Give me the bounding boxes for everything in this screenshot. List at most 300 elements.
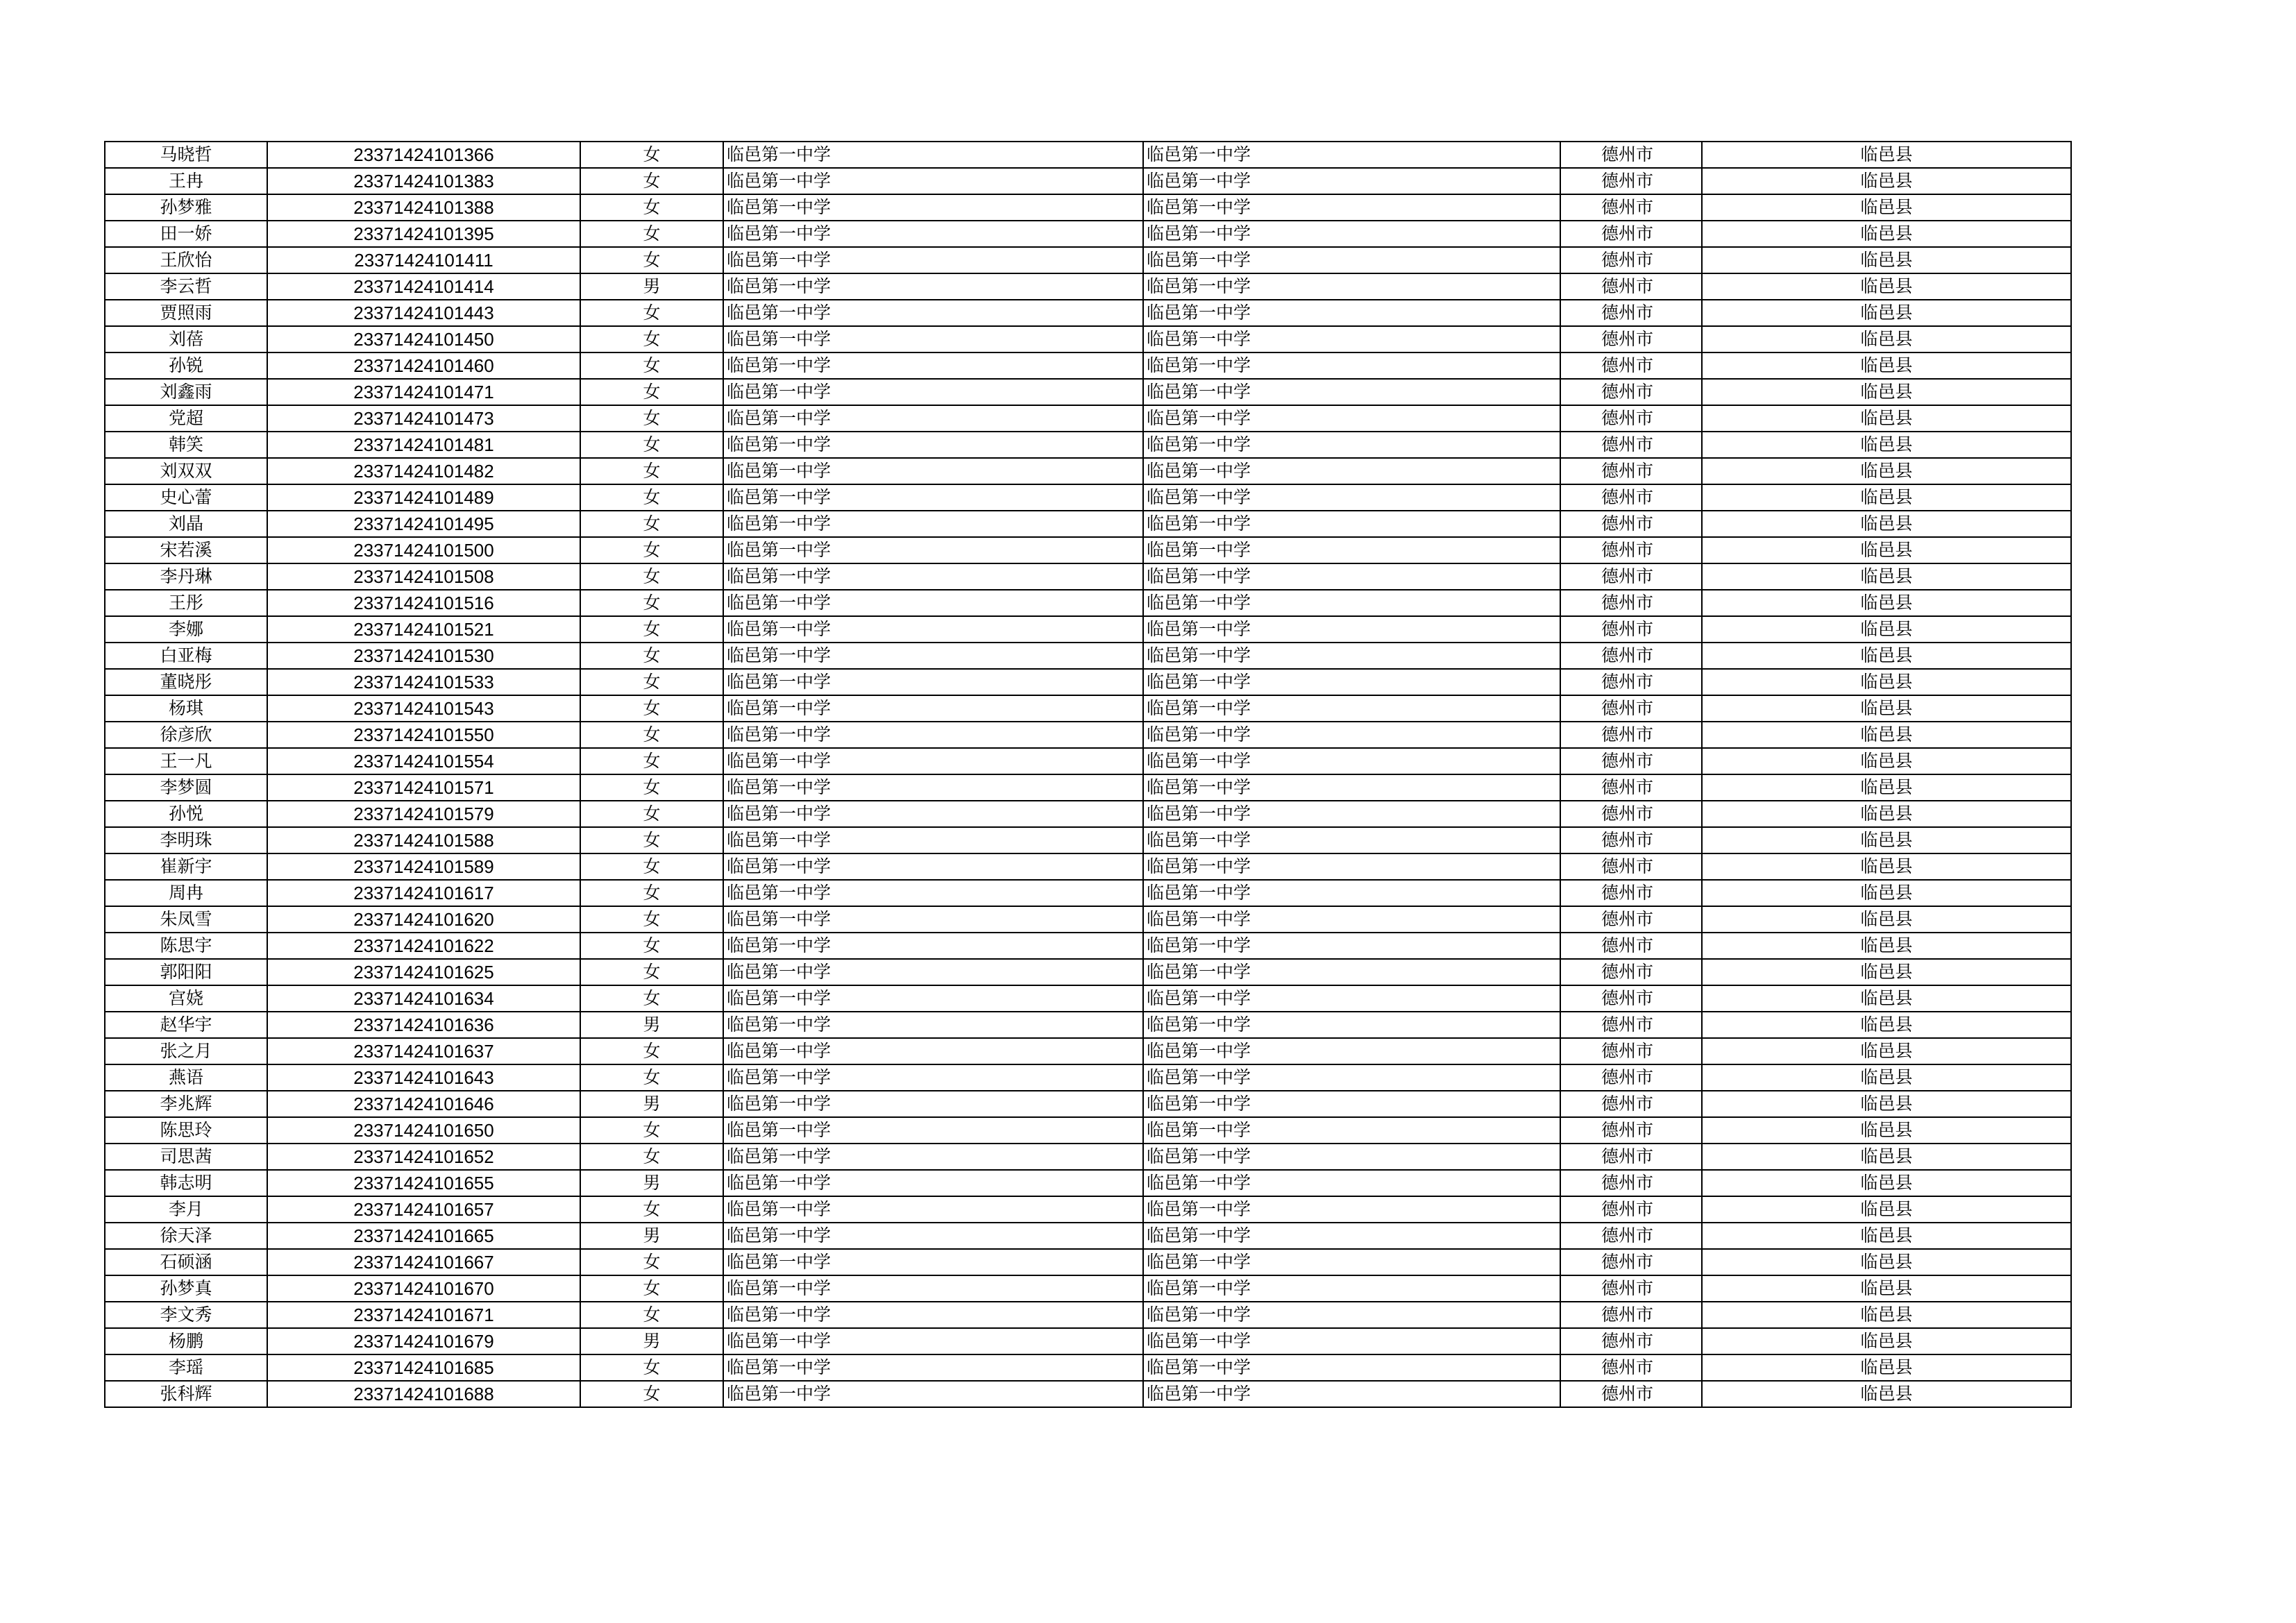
school-cell: 临邑第一中学 [723, 142, 1143, 168]
table-row [105, 142, 2071, 168]
city-cell: 德州市 [1560, 1038, 1702, 1064]
gender-cell: 男 [580, 1170, 723, 1196]
exam-id-cell: 23371424101579 [267, 801, 580, 827]
county-cell: 临邑县 [1702, 1064, 2071, 1091]
school-cell: 临邑第一中学 [723, 300, 1143, 326]
county-cell: 临邑县 [1702, 1144, 2071, 1170]
table-row [105, 326, 2071, 352]
city-cell: 德州市 [1560, 1275, 1702, 1302]
exam-id-cell: 23371424101530 [267, 643, 580, 669]
school-cell: 临邑第一中学 [723, 1328, 1143, 1354]
table-row [105, 906, 2071, 933]
gender-cell: 女 [580, 933, 723, 959]
exam-site-cell: 临邑第一中学 [1143, 168, 1560, 194]
city-cell: 德州市 [1560, 1091, 1702, 1117]
city-cell: 德州市 [1560, 273, 1702, 300]
exam-site-cell: 临邑第一中学 [1143, 432, 1560, 458]
exam-site-cell: 临邑第一中学 [1143, 722, 1560, 748]
gender-cell: 女 [580, 1275, 723, 1302]
name-cell: 刘双双 [105, 458, 267, 484]
county-cell: 临邑县 [1702, 326, 2071, 352]
table-row [105, 405, 2071, 432]
school-cell: 临邑第一中学 [723, 616, 1143, 643]
name-cell: 孙梦雅 [105, 194, 267, 221]
gender-cell: 男 [580, 1091, 723, 1117]
table-row [105, 168, 2071, 194]
exam-site-cell: 临邑第一中学 [1143, 801, 1560, 827]
table-row [105, 853, 2071, 880]
exam-site-cell: 临邑第一中学 [1143, 563, 1560, 590]
gender-cell: 女 [580, 168, 723, 194]
name-cell: 孙悦 [105, 801, 267, 827]
county-cell: 临邑县 [1702, 1249, 2071, 1275]
gender-cell: 女 [580, 880, 723, 906]
county-cell: 临邑县 [1702, 537, 2071, 563]
name-cell: 张之月 [105, 1038, 267, 1064]
table-row [105, 801, 2071, 827]
table-row [105, 1354, 2071, 1381]
school-cell: 临邑第一中学 [723, 801, 1143, 827]
gender-cell: 女 [580, 352, 723, 379]
exam-site-cell: 临邑第一中学 [1143, 352, 1560, 379]
table-row [105, 748, 2071, 774]
name-cell: 朱凤雪 [105, 906, 267, 933]
city-cell: 德州市 [1560, 1170, 1702, 1196]
gender-cell: 女 [580, 300, 723, 326]
gender-cell: 女 [580, 959, 723, 985]
county-cell: 临邑县 [1702, 484, 2071, 511]
exam-site-cell: 临邑第一中学 [1143, 1328, 1560, 1354]
exam-site-cell: 临邑第一中学 [1143, 748, 1560, 774]
table-row [105, 563, 2071, 590]
gender-cell: 女 [580, 1249, 723, 1275]
gender-cell: 女 [580, 247, 723, 273]
exam-id-cell: 23371424101543 [267, 695, 580, 722]
name-cell: 王欣怡 [105, 247, 267, 273]
exam-site-cell: 临邑第一中学 [1143, 1117, 1560, 1144]
exam-id-cell: 23371424101688 [267, 1381, 580, 1407]
exam-id-cell: 23371424101625 [267, 959, 580, 985]
gender-cell: 女 [580, 827, 723, 853]
gender-cell: 女 [580, 590, 723, 616]
exam-site-cell: 临邑第一中学 [1143, 1144, 1560, 1170]
exam-site-cell: 临邑第一中学 [1143, 1038, 1560, 1064]
school-cell: 临邑第一中学 [723, 1223, 1143, 1249]
table-row [105, 1064, 2071, 1091]
city-cell: 德州市 [1560, 1117, 1702, 1144]
name-cell: 宋若溪 [105, 537, 267, 563]
table-row [105, 959, 2071, 985]
name-cell: 石硕涵 [105, 1249, 267, 1275]
name-cell: 韩笑 [105, 432, 267, 458]
school-cell: 临邑第一中学 [723, 774, 1143, 801]
table-row [105, 616, 2071, 643]
school-cell: 临邑第一中学 [723, 1354, 1143, 1381]
exam-id-cell: 23371424101636 [267, 1012, 580, 1038]
school-cell: 临邑第一中学 [723, 379, 1143, 405]
gender-cell: 女 [580, 142, 723, 168]
school-cell: 临邑第一中学 [723, 511, 1143, 537]
school-cell: 临邑第一中学 [723, 748, 1143, 774]
name-cell: 徐彦欣 [105, 722, 267, 748]
table-row [105, 379, 2071, 405]
name-cell: 刘鑫雨 [105, 379, 267, 405]
county-cell: 临邑县 [1702, 1302, 2071, 1328]
city-cell: 德州市 [1560, 880, 1702, 906]
gender-cell: 女 [580, 458, 723, 484]
exam-site-cell: 临邑第一中学 [1143, 933, 1560, 959]
gender-cell: 男 [580, 1223, 723, 1249]
county-cell: 临邑县 [1702, 827, 2071, 853]
exam-site-cell: 临邑第一中学 [1143, 1381, 1560, 1407]
city-cell: 德州市 [1560, 853, 1702, 880]
city-cell: 德州市 [1560, 1328, 1702, 1354]
exam-id-cell: 23371424101481 [267, 432, 580, 458]
name-cell: 马晓哲 [105, 142, 267, 168]
school-cell: 临邑第一中学 [723, 1144, 1143, 1170]
name-cell: 赵华宇 [105, 1012, 267, 1038]
name-cell: 王冉 [105, 168, 267, 194]
county-cell: 临邑县 [1702, 511, 2071, 537]
city-cell: 德州市 [1560, 405, 1702, 432]
county-cell: 临邑县 [1702, 801, 2071, 827]
city-cell: 德州市 [1560, 484, 1702, 511]
gender-cell: 女 [580, 669, 723, 695]
table-row [105, 827, 2071, 853]
city-cell: 德州市 [1560, 142, 1702, 168]
exam-site-cell: 临邑第一中学 [1143, 985, 1560, 1012]
city-cell: 德州市 [1560, 168, 1702, 194]
exam-site-cell: 临邑第一中学 [1143, 590, 1560, 616]
table-row [105, 273, 2071, 300]
city-cell: 德州市 [1560, 1381, 1702, 1407]
exam-id-cell: 23371424101366 [267, 142, 580, 168]
school-cell: 临邑第一中学 [723, 643, 1143, 669]
city-cell: 德州市 [1560, 379, 1702, 405]
table-row [105, 458, 2071, 484]
county-cell: 临邑县 [1702, 1275, 2071, 1302]
exam-site-cell: 临邑第一中学 [1143, 774, 1560, 801]
gender-cell: 女 [580, 563, 723, 590]
name-cell: 刘晶 [105, 511, 267, 537]
county-cell: 临邑县 [1702, 273, 2071, 300]
table-row [105, 352, 2071, 379]
exam-id-cell: 23371424101482 [267, 458, 580, 484]
exam-id-cell: 23371424101622 [267, 933, 580, 959]
table-body [105, 142, 2071, 1407]
exam-id-cell: 23371424101643 [267, 1064, 580, 1091]
exam-site-cell: 临邑第一中学 [1143, 1302, 1560, 1328]
exam-site-cell: 临邑第一中学 [1143, 247, 1560, 273]
name-cell: 李娜 [105, 616, 267, 643]
exam-site-cell: 临邑第一中学 [1143, 669, 1560, 695]
gender-cell: 女 [580, 221, 723, 247]
county-cell: 临邑县 [1702, 906, 2071, 933]
exam-id-cell: 23371424101554 [267, 748, 580, 774]
gender-cell: 女 [580, 1302, 723, 1328]
city-cell: 德州市 [1560, 801, 1702, 827]
gender-cell: 女 [580, 774, 723, 801]
exam-site-cell: 临邑第一中学 [1143, 853, 1560, 880]
exam-id-cell: 23371424101383 [267, 168, 580, 194]
name-cell: 李文秀 [105, 1302, 267, 1328]
exam-site-cell: 临邑第一中学 [1143, 880, 1560, 906]
table-row [105, 537, 2071, 563]
county-cell: 临邑县 [1702, 1117, 2071, 1144]
county-cell: 临邑县 [1702, 722, 2071, 748]
exam-id-cell: 23371424101495 [267, 511, 580, 537]
exam-site-cell: 临邑第一中学 [1143, 1196, 1560, 1223]
county-cell: 临邑县 [1702, 985, 2071, 1012]
table-row [105, 643, 2071, 669]
county-cell: 临邑县 [1702, 853, 2071, 880]
county-cell: 临邑县 [1702, 1223, 2071, 1249]
county-cell: 临邑县 [1702, 695, 2071, 722]
table-row [105, 1144, 2071, 1170]
county-cell: 临邑县 [1702, 1328, 2071, 1354]
gender-cell: 女 [580, 748, 723, 774]
city-cell: 德州市 [1560, 563, 1702, 590]
name-cell: 白亚梅 [105, 643, 267, 669]
name-cell: 党超 [105, 405, 267, 432]
exam-id-cell: 23371424101589 [267, 853, 580, 880]
school-cell: 临邑第一中学 [723, 906, 1143, 933]
exam-id-cell: 23371424101411 [267, 247, 580, 273]
exam-site-cell: 临邑第一中学 [1143, 326, 1560, 352]
gender-cell: 女 [580, 379, 723, 405]
name-cell: 司思茜 [105, 1144, 267, 1170]
county-cell: 临邑县 [1702, 405, 2071, 432]
name-cell: 陈思玲 [105, 1117, 267, 1144]
city-cell: 德州市 [1560, 1012, 1702, 1038]
exam-id-cell: 23371424101670 [267, 1275, 580, 1302]
school-cell: 临邑第一中学 [723, 590, 1143, 616]
exam-id-cell: 23371424101665 [267, 1223, 580, 1249]
school-cell: 临邑第一中学 [723, 221, 1143, 247]
county-cell: 临邑县 [1702, 643, 2071, 669]
name-cell: 崔新宇 [105, 853, 267, 880]
county-cell: 临邑县 [1702, 142, 2071, 168]
gender-cell: 女 [580, 722, 723, 748]
county-cell: 临邑县 [1702, 959, 2071, 985]
county-cell: 临邑县 [1702, 1381, 2071, 1407]
exam-site-cell: 临邑第一中学 [1143, 405, 1560, 432]
city-cell: 德州市 [1560, 643, 1702, 669]
city-cell: 德州市 [1560, 1196, 1702, 1223]
school-cell: 临邑第一中学 [723, 669, 1143, 695]
exam-site-cell: 临邑第一中学 [1143, 906, 1560, 933]
exam-site-cell: 临邑第一中学 [1143, 1064, 1560, 1091]
county-cell: 临邑县 [1702, 563, 2071, 590]
exam-site-cell: 临邑第一中学 [1143, 1170, 1560, 1196]
exam-id-cell: 23371424101550 [267, 722, 580, 748]
county-cell: 临邑县 [1702, 221, 2071, 247]
gender-cell: 女 [580, 432, 723, 458]
city-cell: 德州市 [1560, 1144, 1702, 1170]
table-row [105, 880, 2071, 906]
table-row [105, 1381, 2071, 1407]
county-cell: 临邑县 [1702, 774, 2071, 801]
school-cell: 临邑第一中学 [723, 1196, 1143, 1223]
exam-id-cell: 23371424101652 [267, 1144, 580, 1170]
exam-id-cell: 23371424101646 [267, 1091, 580, 1117]
school-cell: 临邑第一中学 [723, 168, 1143, 194]
name-cell: 刘蓓 [105, 326, 267, 352]
gender-cell: 男 [580, 1012, 723, 1038]
county-cell: 临邑县 [1702, 616, 2071, 643]
exam-id-cell: 23371424101637 [267, 1038, 580, 1064]
name-cell: 田一娇 [105, 221, 267, 247]
county-cell: 临邑县 [1702, 194, 2071, 221]
exam-site-cell: 临邑第一中学 [1143, 221, 1560, 247]
city-cell: 德州市 [1560, 1223, 1702, 1249]
county-cell: 临邑县 [1702, 880, 2071, 906]
exam-id-cell: 23371424101588 [267, 827, 580, 853]
exam-site-cell: 临邑第一中学 [1143, 1275, 1560, 1302]
school-cell: 临邑第一中学 [723, 1249, 1143, 1275]
gender-cell: 女 [580, 537, 723, 563]
exam-id-cell: 23371424101655 [267, 1170, 580, 1196]
table-row [105, 1249, 2071, 1275]
county-cell: 临邑县 [1702, 1091, 2071, 1117]
county-cell: 临邑县 [1702, 168, 2071, 194]
exam-site-cell: 临邑第一中学 [1143, 1249, 1560, 1275]
school-cell: 临邑第一中学 [723, 194, 1143, 221]
gender-cell: 女 [580, 1038, 723, 1064]
exam-id-cell: 23371424101443 [267, 300, 580, 326]
name-cell: 李丹琳 [105, 563, 267, 590]
city-cell: 德州市 [1560, 616, 1702, 643]
city-cell: 德州市 [1560, 326, 1702, 352]
city-cell: 德州市 [1560, 537, 1702, 563]
exam-id-cell: 23371424101516 [267, 590, 580, 616]
exam-site-cell: 临邑第一中学 [1143, 1223, 1560, 1249]
table-row [105, 1117, 2071, 1144]
exam-site-cell: 临邑第一中学 [1143, 300, 1560, 326]
table-row [105, 669, 2071, 695]
city-cell: 德州市 [1560, 1064, 1702, 1091]
name-cell: 周冉 [105, 880, 267, 906]
name-cell: 王彤 [105, 590, 267, 616]
gender-cell: 女 [580, 906, 723, 933]
name-cell: 李明珠 [105, 827, 267, 853]
table-row [105, 1328, 2071, 1354]
gender-cell: 女 [580, 484, 723, 511]
exam-site-cell: 临邑第一中学 [1143, 827, 1560, 853]
gender-cell: 女 [580, 1196, 723, 1223]
name-cell: 贾照雨 [105, 300, 267, 326]
table-row [105, 247, 2071, 273]
exam-id-cell: 23371424101471 [267, 379, 580, 405]
city-cell: 德州市 [1560, 458, 1702, 484]
exam-id-cell: 23371424101500 [267, 537, 580, 563]
city-cell: 德州市 [1560, 959, 1702, 985]
county-cell: 临邑县 [1702, 352, 2071, 379]
county-cell: 临邑县 [1702, 1012, 2071, 1038]
city-cell: 德州市 [1560, 748, 1702, 774]
table-row [105, 695, 2071, 722]
school-cell: 临邑第一中学 [723, 1381, 1143, 1407]
school-cell: 临邑第一中学 [723, 1091, 1143, 1117]
school-cell: 临邑第一中学 [723, 959, 1143, 985]
exam-id-cell: 23371424101671 [267, 1302, 580, 1328]
school-cell: 临邑第一中学 [723, 273, 1143, 300]
exam-id-cell: 23371424101685 [267, 1354, 580, 1381]
table-row [105, 1170, 2071, 1196]
school-cell: 临邑第一中学 [723, 722, 1143, 748]
gender-cell: 女 [580, 1354, 723, 1381]
school-cell: 临邑第一中学 [723, 1117, 1143, 1144]
school-cell: 临邑第一中学 [723, 432, 1143, 458]
exam-site-cell: 临邑第一中学 [1143, 1012, 1560, 1038]
name-cell: 李瑶 [105, 1354, 267, 1381]
school-cell: 临邑第一中学 [723, 985, 1143, 1012]
school-cell: 临邑第一中学 [723, 880, 1143, 906]
gender-cell: 男 [580, 273, 723, 300]
exam-site-cell: 临邑第一中学 [1143, 1091, 1560, 1117]
school-cell: 临邑第一中学 [723, 1012, 1143, 1038]
exam-id-cell: 23371424101533 [267, 669, 580, 695]
exam-site-cell: 临邑第一中学 [1143, 484, 1560, 511]
name-cell: 郭阳阳 [105, 959, 267, 985]
city-cell: 德州市 [1560, 1354, 1702, 1381]
city-cell: 德州市 [1560, 590, 1702, 616]
exam-id-cell: 23371424101450 [267, 326, 580, 352]
city-cell: 德州市 [1560, 1302, 1702, 1328]
exam-site-cell: 临邑第一中学 [1143, 616, 1560, 643]
county-cell: 临邑县 [1702, 1196, 2071, 1223]
name-cell: 李云哲 [105, 273, 267, 300]
gender-cell: 女 [580, 1117, 723, 1144]
table-row [105, 722, 2071, 748]
gender-cell: 女 [580, 326, 723, 352]
city-cell: 德州市 [1560, 695, 1702, 722]
table-row [105, 1038, 2071, 1064]
exam-site-cell: 临邑第一中学 [1143, 511, 1560, 537]
gender-cell: 女 [580, 1144, 723, 1170]
name-cell: 李兆辉 [105, 1091, 267, 1117]
city-cell: 德州市 [1560, 722, 1702, 748]
exam-site-cell: 临邑第一中学 [1143, 695, 1560, 722]
exam-id-cell: 23371424101388 [267, 194, 580, 221]
name-cell: 韩志明 [105, 1170, 267, 1196]
exam-id-cell: 23371424101489 [267, 484, 580, 511]
table-row [105, 511, 2071, 537]
name-cell: 王一凡 [105, 748, 267, 774]
exam-site-cell: 临邑第一中学 [1143, 142, 1560, 168]
name-cell: 徐天泽 [105, 1223, 267, 1249]
city-cell: 德州市 [1560, 669, 1702, 695]
school-cell: 临邑第一中学 [723, 563, 1143, 590]
name-cell: 杨鹏 [105, 1328, 267, 1354]
city-cell: 德州市 [1560, 300, 1702, 326]
gender-cell: 女 [580, 695, 723, 722]
exam-site-cell: 临邑第一中学 [1143, 537, 1560, 563]
city-cell: 德州市 [1560, 933, 1702, 959]
table-row [105, 985, 2071, 1012]
exam-site-cell: 临邑第一中学 [1143, 379, 1560, 405]
table-row [105, 1091, 2071, 1117]
table-row [105, 590, 2071, 616]
school-cell: 临邑第一中学 [723, 853, 1143, 880]
gender-cell: 女 [580, 511, 723, 537]
exam-id-cell: 23371424101657 [267, 1196, 580, 1223]
gender-cell: 女 [580, 194, 723, 221]
exam-id-cell: 23371424101634 [267, 985, 580, 1012]
exam-id-cell: 23371424101395 [267, 221, 580, 247]
city-cell: 德州市 [1560, 194, 1702, 221]
exam-site-cell: 临邑第一中学 [1143, 194, 1560, 221]
